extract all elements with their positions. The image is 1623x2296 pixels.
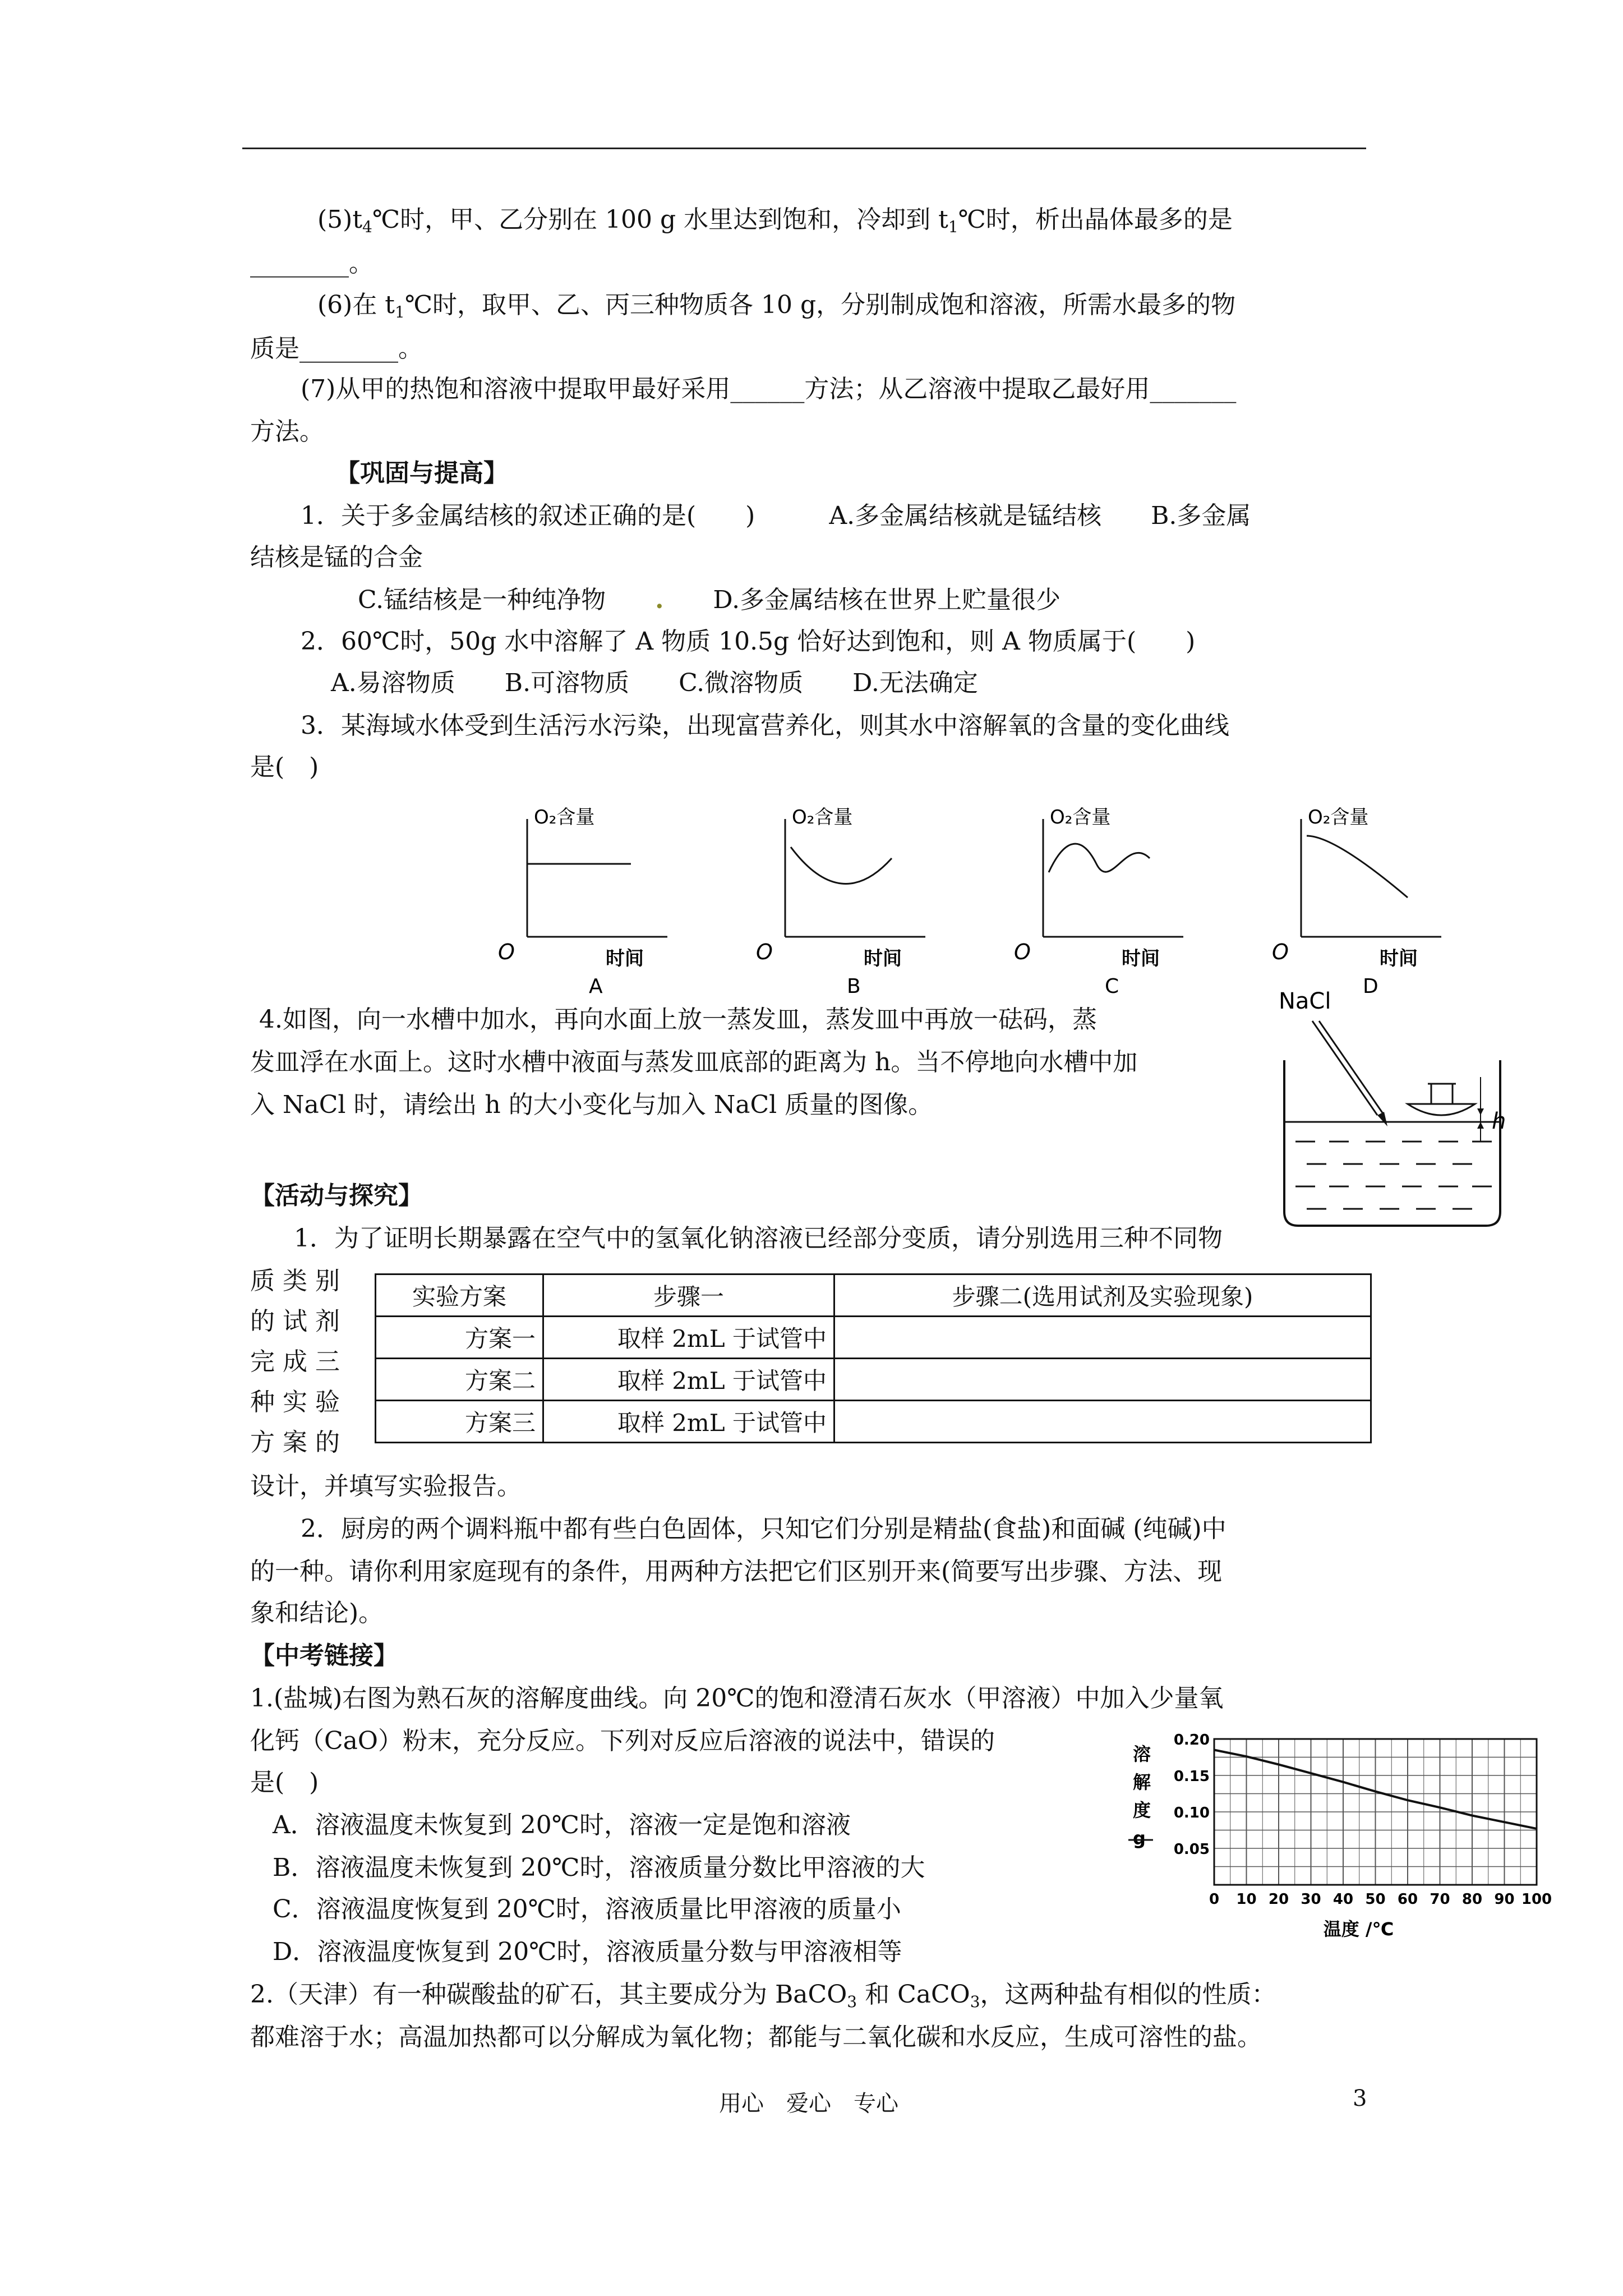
header-rule — [242, 148, 1366, 149]
x-tick-label: 40 — [1332, 1891, 1354, 1908]
x-tick-label: 10 — [1236, 1891, 1257, 1908]
a1-side-3: 完 成 三 — [250, 1347, 340, 1376]
x-tick-label: 0 — [1209, 1891, 1220, 1908]
y-tick-label: 0.10 — [1173, 1805, 1210, 1821]
table-cell: 方案一 — [376, 1317, 543, 1359]
graph-ylabel: O₂含量 — [534, 806, 595, 829]
graph-xlabel: 时间 — [606, 947, 644, 970]
o2-graphs — [488, 802, 1486, 1004]
graph-ylabel: O₂含量 — [1050, 806, 1111, 829]
y-axis-label-char: 度 — [1133, 1800, 1151, 1821]
a1-side-5: 方 案 的 — [250, 1428, 340, 1457]
x-tick-label: 60 — [1397, 1891, 1418, 1908]
c4-line2: 发皿浮在水面上。这时水槽中液面与蒸发皿底部的距离为 h。当不停地向水槽中加 — [250, 1048, 1138, 1076]
y-tick-label: 0.20 — [1173, 1732, 1210, 1749]
y-tick-label: 0.15 — [1173, 1768, 1210, 1785]
experiment-report-table — [375, 1273, 1372, 1443]
table-cell: 取样 2mL 于试管中 — [543, 1401, 834, 1443]
q6-line2: 质是________。 — [250, 334, 423, 363]
graph-origin: O — [1014, 940, 1031, 964]
a1-side-2: 的 试 剂 — [250, 1307, 340, 1336]
x-tick-label: 20 — [1268, 1891, 1289, 1908]
table-cell: 方案二 — [376, 1359, 543, 1401]
c1-line3: C.锰结核是一种纯净物 . D.多金属结核在世界上贮量很少 — [358, 586, 1061, 614]
e2-line1: 2.（天津）有一种碳酸盐的矿石，其主要成分为 BaCO$_3$ 和 CaCO$_3$，这两种盐有相似的性质： — [250, 1980, 1276, 2011]
graph-ylabel: O₂含量 — [792, 806, 853, 829]
a1-line1: 1．为了证明长期暴露在空气中的氢氧化钠溶液已经部分变质，请分别选用三种不同物 — [294, 1224, 1223, 1253]
q5-line1: $(5)t_4℃$时，甲、乙分别在 100 g 水里达到饱和，冷却到 $t_1℃$时，析出晶体最多的是 — [317, 205, 1233, 236]
y-axis-label-char: 溶 — [1133, 1743, 1151, 1765]
page-number: 3 — [1353, 2086, 1367, 2111]
e1-line3: 是( ) — [250, 1768, 319, 1797]
section-exam-heading: 【中考链接】 — [250, 1641, 398, 1670]
table-cell: 方案三 — [376, 1401, 543, 1443]
y-axis-label-char: g — [1133, 1828, 1146, 1849]
e1-line2: 化钙（CaO）粉末，充分反应。下列对反应后溶液的说法中，错误的 — [250, 1727, 995, 1755]
y-tick-label: 0.05 — [1173, 1841, 1210, 1858]
table-row — [376, 1359, 1371, 1401]
graph-letter: A — [589, 975, 603, 998]
footer-motto: 用心 爱心 专心 — [719, 2091, 898, 2116]
e1-line1: 1.(盐城)右图为熟石灰的溶解度曲线。向 20℃的饱和澄清石灰水（甲溶液）中加入少量氧 — [250, 1684, 1224, 1713]
q7-line2: 方法。 — [250, 417, 324, 446]
graph-letter: B — [847, 975, 861, 998]
c1-line2: 结核是锰的合金 — [250, 543, 423, 572]
x-tick-label: 80 — [1461, 1891, 1483, 1908]
x-tick-label: 90 — [1494, 1891, 1515, 1908]
x-axis-label: 温度 /℃ — [1323, 1918, 1394, 1940]
graph-origin: O — [498, 940, 515, 964]
e1-option-c: C．溶液温度恢复到 20℃时，溶液质量比甲溶液的质量小 — [273, 1895, 901, 1924]
a2-line2: 的一种。请你利用家庭现有的条件，用两种方法把它们区别开来(简要写出步骤、方法、现 — [250, 1557, 1223, 1586]
table-cell-empty — [834, 1401, 1371, 1443]
a1-after: 设计，并填写实验报告。 — [250, 1472, 522, 1501]
c4-line3: 入 NaCl 时，请绘出 h 的大小变化与加入 NaCl 质量的图像。 — [250, 1091, 933, 1119]
tank — [1284, 1060, 1500, 1226]
x-tick-label: 100 — [1521, 1891, 1552, 1908]
e1-option-b: B．溶液温度未恢复到 20℃时，溶液质量分数比甲溶液的大 — [273, 1853, 925, 1882]
c4-line1: 4.如图，向一水槽中加水，再向水面上放一蒸发皿，蒸发皿中再放一砝码，蒸 — [259, 1005, 1097, 1034]
graph-ylabel: O₂含量 — [1308, 806, 1369, 829]
e1-option-a: A．溶液温度未恢复到 20℃时，溶液一定是饱和溶液 — [273, 1811, 851, 1839]
table-header-cell: 步骤二(选用试剂及实验现象) — [834, 1274, 1371, 1317]
a1-side-4: 种 实 验 — [250, 1388, 340, 1416]
evaporating-dish — [1408, 1104, 1475, 1115]
graph-curve — [1049, 844, 1150, 872]
graph-curve — [1307, 836, 1408, 898]
nacl-arrow — [1312, 1021, 1377, 1115]
x-tick-label: 30 — [1301, 1891, 1321, 1908]
graph-letter: C — [1105, 975, 1119, 998]
x-tick-label: 50 — [1365, 1891, 1386, 1908]
q5-line2: ________。 — [250, 249, 374, 278]
c2-line2: A.易溶物质 B.可溶物质 C.微溶物质 D.无法确定 — [331, 669, 978, 697]
nacl-label: NaCl — [1279, 988, 1331, 1014]
table-cell-empty — [834, 1317, 1371, 1359]
e2-line2: 都难溶于水；高温加热都可以分解成为氧化物；都能与二氧化碳和水反应，生成可溶性的盐。 — [250, 2023, 1262, 2051]
a1-side-1: 质 类 别 — [250, 1267, 340, 1295]
x-tick-label: 70 — [1430, 1891, 1450, 1908]
c1-line1: 1．关于多金属结核的叙述正确的是( ) A.多金属结核就是锰结核 B.多金属 — [301, 501, 1251, 530]
table-header-row — [376, 1274, 1371, 1317]
q7-line1: (7)从甲的热饱和溶液中提取甲最好采用______方法；从乙溶液中提取乙最好用_______ — [301, 375, 1237, 403]
c3-line2: 是( ) — [250, 753, 319, 781]
table-row — [376, 1401, 1371, 1443]
table-row — [376, 1317, 1371, 1359]
q6-line1: (6)在 $t_1℃$时，取甲、乙、丙三种物质各 10 g，分别制成饱和溶液，所需水最多的物 — [317, 291, 1236, 321]
section-activity-heading: 【活动与探究】 — [250, 1181, 423, 1210]
graph-curve — [791, 847, 892, 884]
c3-line1: 3．某海域水体受到生活污水污染，出现富营养化，则其水中溶解氧的含量的变化曲线 — [301, 711, 1229, 740]
a2-line1: 2．厨房的两个调料瓶中都有些白色固体，只知它们分别是精盐(食盐)和面碱 (纯碱)中 — [301, 1515, 1227, 1543]
solubility-chart — [1116, 1728, 1559, 1958]
water-hatching — [1295, 1142, 1492, 1209]
table-cell: 取样 2mL 于试管中 — [543, 1359, 834, 1401]
weight — [1431, 1084, 1453, 1104]
e1-option-d: D．溶液温度恢复到 20℃时，溶液质量分数与甲溶液相等 — [273, 1938, 902, 1966]
table-header-cell: 实验方案 — [376, 1274, 543, 1317]
a2-line3: 象和结论)。 — [250, 1599, 384, 1627]
c2-line1: 2．60℃时，50g 水中溶解了 A 物质 10.5g 恰好达到饱和，则 A 物质属于( ) — [301, 627, 1196, 656]
table-cell-empty — [834, 1359, 1371, 1401]
h-label: h — [1492, 1108, 1506, 1134]
graph-xlabel: 时间 — [1380, 947, 1418, 970]
table-cell: 取样 2mL 于试管中 — [543, 1317, 834, 1359]
y-axis-label-char: 解 — [1133, 1772, 1151, 1793]
table-header-cell: 步骤一 — [543, 1274, 834, 1317]
graph-xlabel: 时间 — [1122, 947, 1160, 970]
graph-origin: O — [756, 940, 773, 964]
section-consolidate-heading: 【巩固与提高】 — [335, 459, 508, 487]
graph-letter: D — [1363, 975, 1378, 998]
graph-xlabel: 时间 — [864, 947, 902, 970]
tank-figure — [1273, 987, 1520, 1234]
graph-origin: O — [1272, 940, 1289, 964]
